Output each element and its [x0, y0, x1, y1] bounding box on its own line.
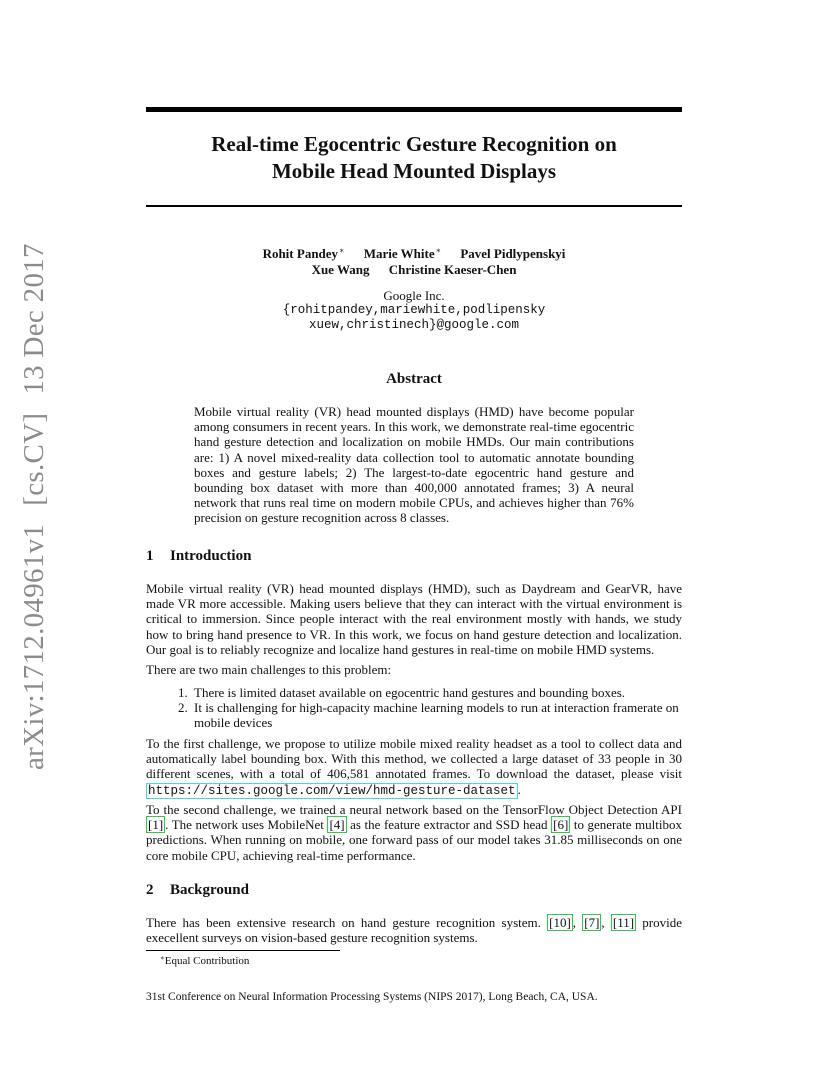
arxiv-id: arXiv:1712.04961v1 [18, 523, 50, 770]
citation-link[interactable]: [7] [584, 915, 600, 930]
list-item: 1. There is limited dataset available on egocentric hand gestures and bounding boxes. [178, 685, 626, 700]
arxiv-stamp [18, 243, 58, 770]
arxiv-category: [cs.CV] [18, 412, 50, 506]
title-top-rule [146, 107, 682, 112]
list-item: 2. It is challenging for high-capacity machine learning models to run at interaction framerate on mobile devices [178, 700, 679, 731]
paper-title [146, 131, 682, 185]
affiliation [146, 288, 682, 333]
title-bottom-rule [146, 205, 682, 207]
citation-link[interactable]: [10] [549, 915, 571, 930]
intro-paragraph-1: Mobile virtual reality (VR) head mounted displays (HMD), such as Daydream and GearVR, have made VR more accessible. Making users believe that they can interact with the virtual environment is critical to immersion. Since people interact with the real environment mostly with hands, we study how to bring hand presence to VR. In this work, we focus on hand gesture detection and localization. Our goal is to reliably recognize and localize hand gestures in real-time on mobile HMD systems. [146, 581, 682, 657]
dataset-link[interactable]: https://sites.google.com/view/hmd-gesture-dataset [148, 783, 516, 798]
section-heading-introduction: 1 Introduction [146, 548, 252, 564]
author: Rohit Pandey∗ [262, 246, 345, 261]
author-list [146, 243, 682, 278]
citation-link[interactable]: [6] [553, 817, 569, 833]
conference-note: 31st Conference on Neural Information Processing Systems (NIPS 2017), Long Beach, CA, USA. [146, 991, 598, 1003]
intro-paragraph-2: There are two main challenges to this problem: [146, 662, 392, 677]
citation-link[interactable]: [1] [148, 817, 164, 833]
abstract-text: Mobile virtual reality (VR) head mounted displays (HMD) have become popular among consumers in recent years. In this work, we demonstrate real-time egocentric hand gesture detection and localization on mobile HMDs. Our main contributions are: 1) A novel mixed-reality data collection tool to automatic annotate bounding boxes and gesture labels; 2) The largest-to-date egocentric hand gesture and bounding box dataset with more than 400,000 annotated frames; 3) A neural network that runs real time on modern mobile CPUs, and achieves higher than 76% precision on gesture recognition across 8 classes. [194, 404, 634, 526]
citation-link[interactable]: [11] [612, 915, 635, 930]
section-heading-background: 2 Background [146, 882, 249, 898]
title-line-2: Mobile Head Mounted Displays [271, 159, 557, 183]
author: Xue Wang [311, 262, 370, 277]
affiliation-emails-1: {rohitpandey,mariewhite,podlipensky [282, 303, 546, 317]
arxiv-date: 13 Dec 2017 [18, 243, 50, 395]
footnote-rule [146, 950, 340, 951]
affiliation-emails-2: xuew,christinech}@google.com [308, 318, 520, 332]
intro-paragraph-4: To the second challenge, we trained a neural network based on the TensorFlow Object Detection API [1] . The network uses MobileNet [4] as the feature extractor and SSD head [6] to generate multibox predictions. When running on mobile, one forward pass of our model takes 31.85 milliseconds on one core mobile CPU, achieving real-time performance. [146, 802, 682, 863]
author: Marie White∗ [363, 246, 442, 261]
abstract-heading: Abstract [386, 371, 442, 387]
author: Pavel Pidlypenskyi [460, 246, 566, 261]
citation-link[interactable]: [4] [329, 817, 345, 833]
footnote: ∗Equal Contribution [160, 954, 250, 967]
background-paragraph-1: There has been extensive research on hand gesture recognition system. [10] , [7] , [11] provide execellent surveys on vision-based gesture recognition systems. [146, 915, 683, 946]
challenge-list [178, 685, 682, 731]
intro-paragraph-3: To the first challenge, we propose to utilize mobile mixed reality headset as a tool to collect data and automatically label bounding box. With this method, we collected a large dataset of 33 people in 30 different scenes, with a total of 406,581 annotated frames. To download the dataset, please visit https://sites.google.com/view/hmd-gesture-dataset . [146, 736, 682, 798]
title-line-1: Real-time Egocentric Gesture Recognition on [211, 132, 617, 156]
author: Christine Kaeser-Chen [388, 262, 517, 277]
affiliation-org: Google Inc. [383, 288, 445, 303]
